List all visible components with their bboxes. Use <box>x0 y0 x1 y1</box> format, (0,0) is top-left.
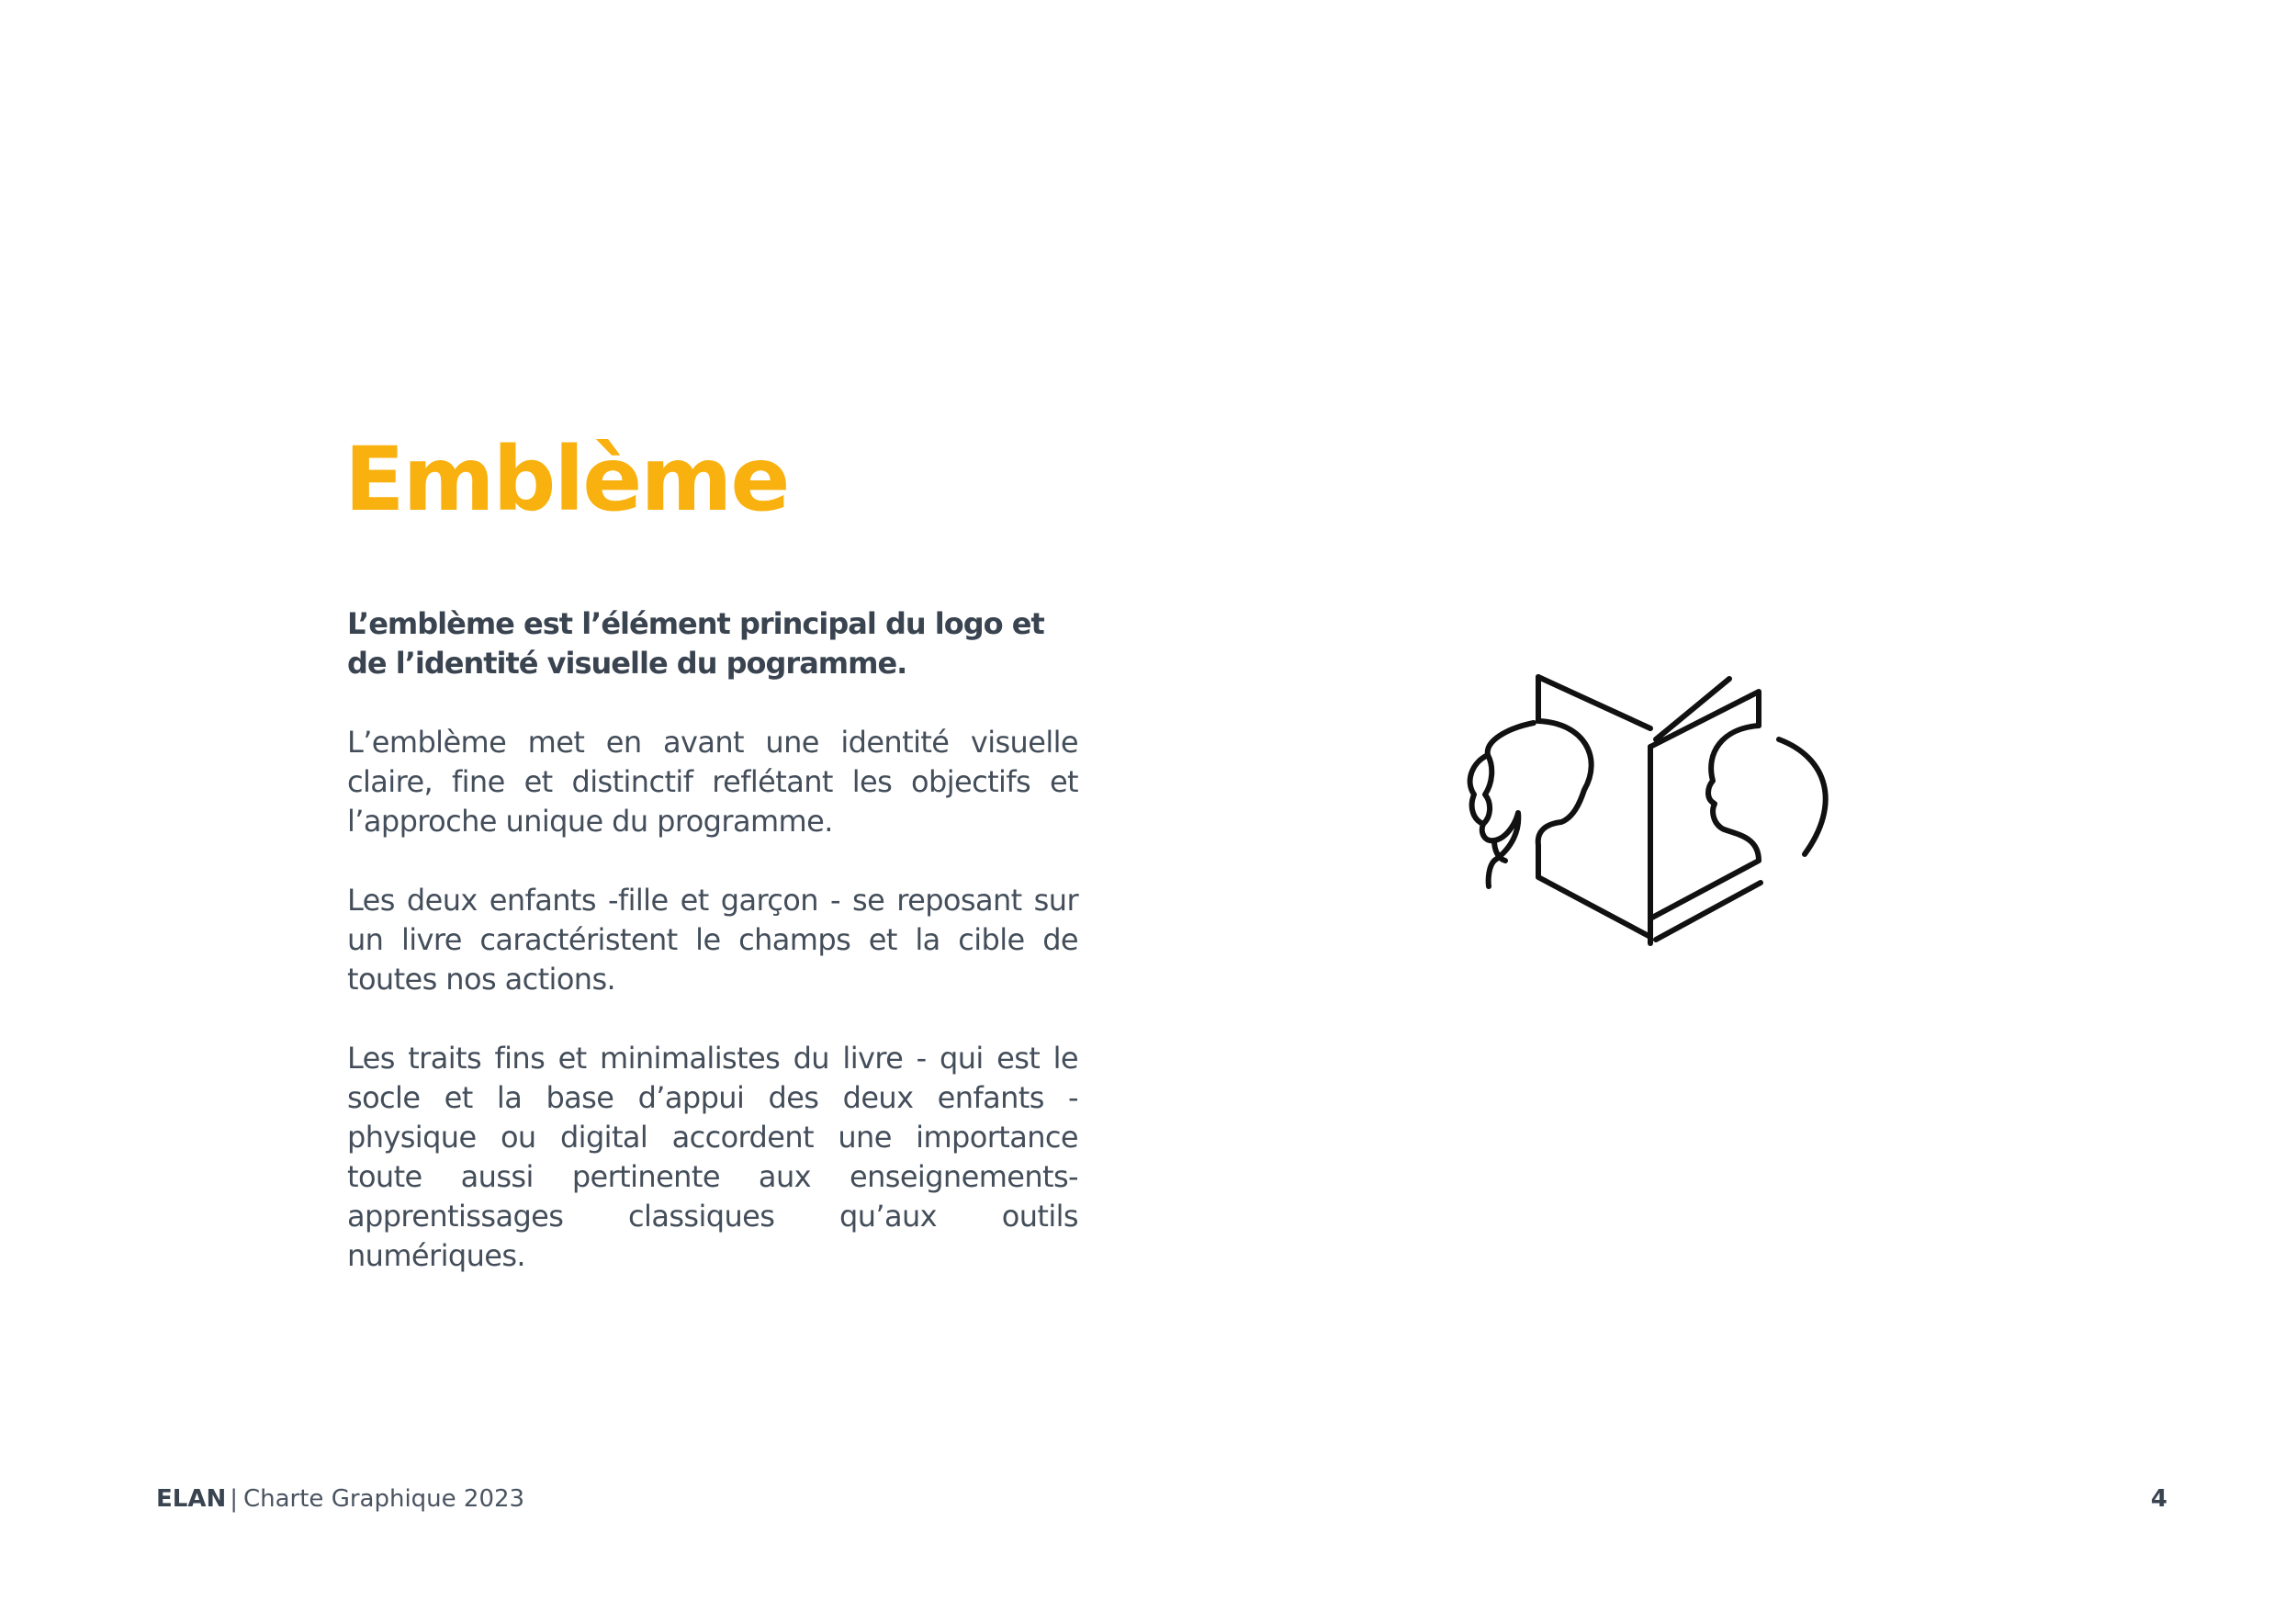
lead-paragraph: L’emblème est l’élément principal du logo et de l’identité visuelle du pogramme. <box>347 606 1044 681</box>
paragraph: L’emblème met en avant une identité visuelle claire, fine et distinctif reflétant les objectifs et l’approche unique du programme. <box>347 725 1078 839</box>
page-title: Emblème <box>344 428 789 531</box>
footer-brand: ELAN <box>156 1485 227 1513</box>
paragraph: Les deux enfants -fille et garçon - se reposant sur un livre caractéristent le champs et la cible de toutes nos actions. <box>347 883 1078 997</box>
page-number: 4 <box>2150 1485 2167 1513</box>
book-right-bottom <box>1656 883 1761 940</box>
book-left-outline <box>1538 677 1650 937</box>
boy-head-arc <box>1779 739 1826 854</box>
footer-separator: | <box>230 1485 238 1513</box>
book-children-emblem-icon <box>1437 666 1841 969</box>
body-text <box>347 604 1078 1315</box>
book-top-right <box>1656 679 1729 739</box>
footer-doc-title: Charte Graphique 2023 <box>242 1485 525 1513</box>
paragraph: Les traits fins et minimalistes du livre - qui est le socle et la base d’appui des deux enfants - physique ou digital accordent une importance toute aussi pertinente aux enseignements-apprentissages classiques qu’aux outils numériques. <box>347 1041 1078 1273</box>
girl-hair-strand <box>1483 755 1491 824</box>
footer <box>156 1483 524 1515</box>
